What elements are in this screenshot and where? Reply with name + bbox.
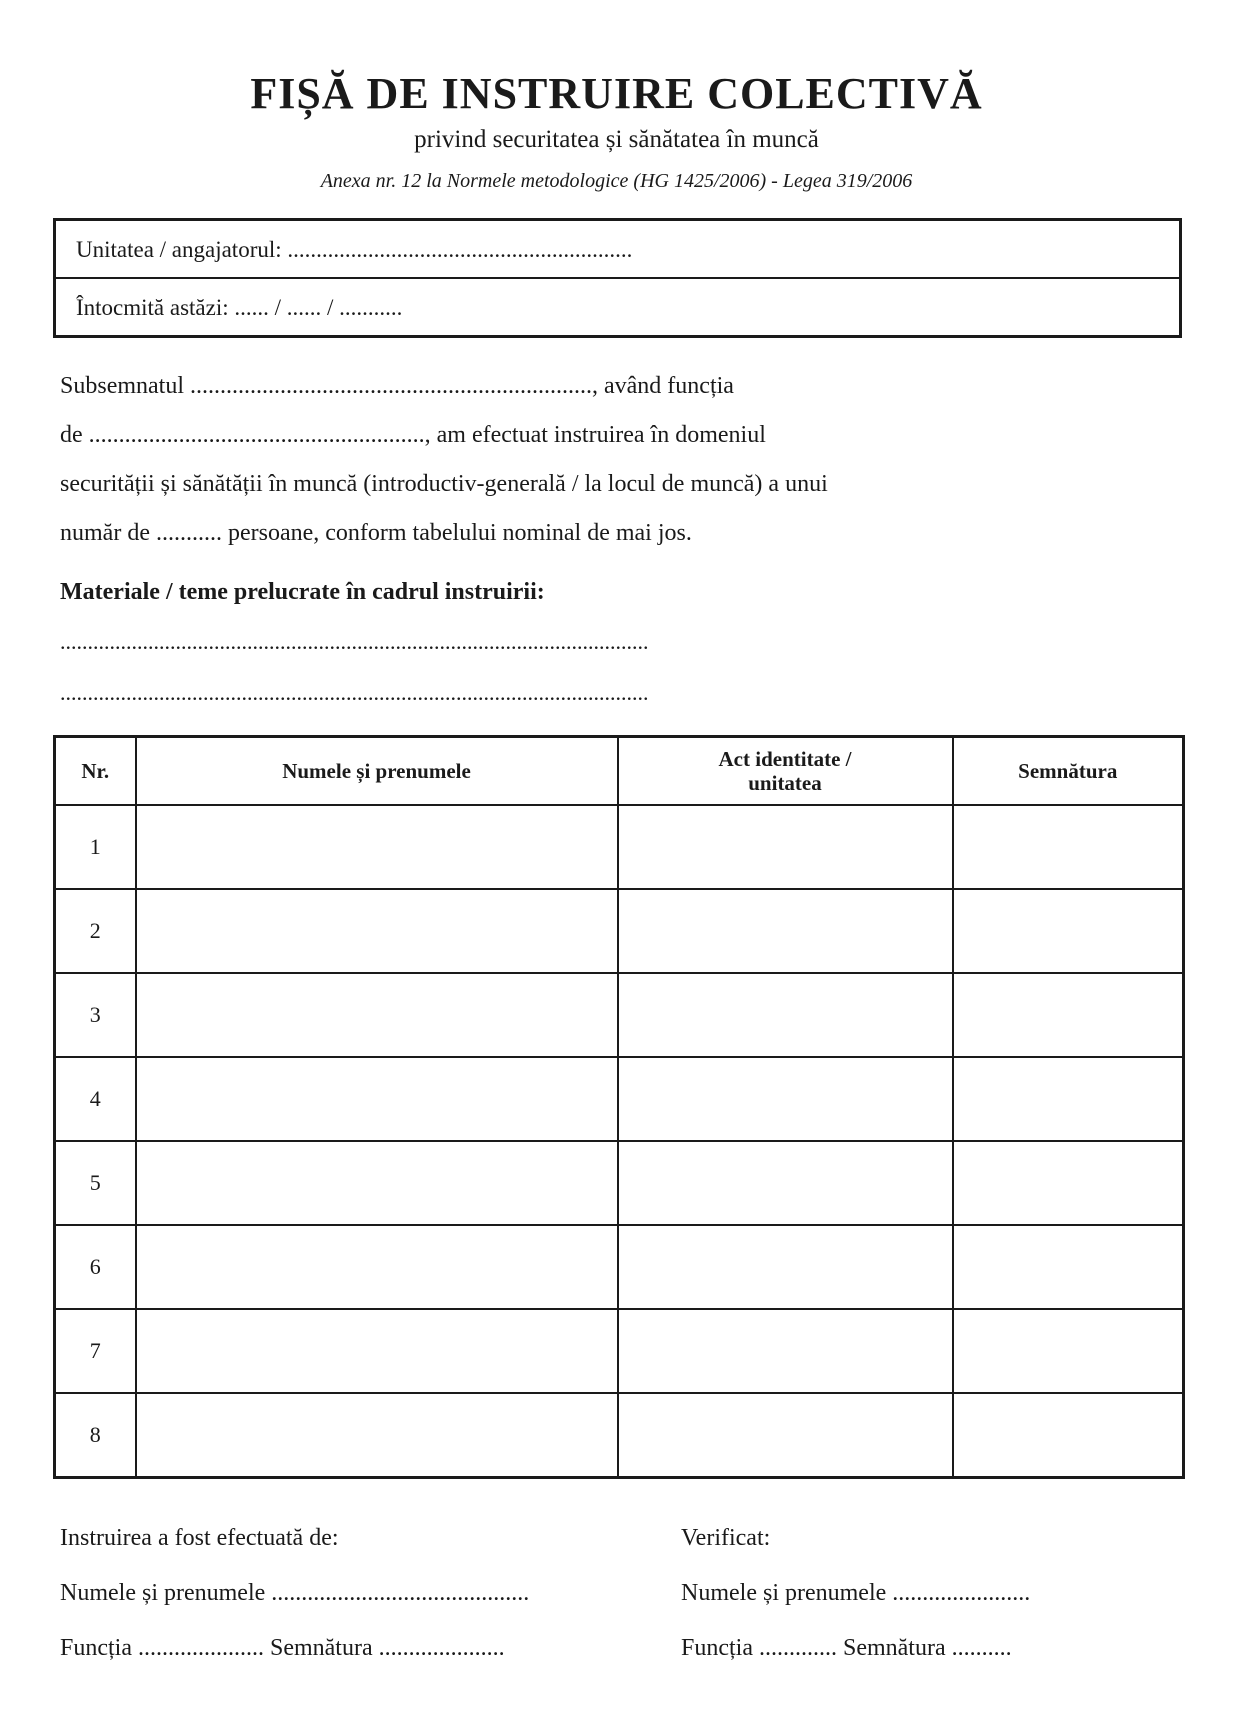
table-row <box>55 889 1184 973</box>
name-cell[interactable] <box>136 1309 618 1393</box>
table-row <box>55 973 1184 1057</box>
name-cell[interactable] <box>136 1225 618 1309</box>
signature-cell[interactable] <box>953 1141 1184 1225</box>
verifier-function-signature-field[interactable]: Funcția ............. Semnătura .......... <box>681 1635 1012 1661</box>
signature-cell[interactable] <box>953 1225 1184 1309</box>
signature-cell[interactable] <box>953 1309 1184 1393</box>
id-cell[interactable] <box>618 1057 953 1141</box>
name-cell[interactable] <box>136 805 618 889</box>
table-row <box>55 1141 1184 1225</box>
table-row <box>55 1393 1184 1478</box>
employer-field[interactable]: Unitatea / angajatorul: ............................................................ <box>56 221 1179 279</box>
name-cell[interactable] <box>136 1393 618 1478</box>
row-number: 4 <box>55 1057 136 1141</box>
trainer-heading: Instruirea a fost efectuată de: <box>60 1525 339 1551</box>
signature-cell[interactable] <box>953 973 1184 1057</box>
row-number: 6 <box>55 1225 136 1309</box>
statement-line-1: Subsemnatul ..................................................................., având funcția <box>60 373 734 399</box>
row-number: 7 <box>55 1309 136 1393</box>
id-cell[interactable] <box>618 1225 953 1309</box>
table-row <box>55 1309 1184 1393</box>
signature-cell[interactable] <box>953 805 1184 889</box>
id-cell[interactable] <box>618 1141 953 1225</box>
statement-line-4: număr de ........... persoane, conform tabelului nominal de mai jos. <box>60 520 692 546</box>
signature-cell[interactable] <box>953 1057 1184 1141</box>
page-subtitle: privind securitatea și sănătatea în muncă <box>414 126 819 153</box>
page-title: FIȘĂ DE INSTRUIRE COLECTIVĂ <box>250 69 983 118</box>
row-number: 8 <box>55 1393 136 1478</box>
id-cell[interactable] <box>618 805 953 889</box>
materials-line-1[interactable]: ........................................................................................................... <box>60 629 649 654</box>
row-number: 3 <box>55 973 136 1057</box>
id-cell[interactable] <box>618 1309 953 1393</box>
header-name: Numele și prenumele <box>136 737 618 806</box>
table-row <box>55 1225 1184 1309</box>
verifier-heading: Verificat: <box>681 1525 771 1551</box>
signature-cell[interactable] <box>953 1393 1184 1478</box>
name-cell[interactable] <box>136 1141 618 1225</box>
header-id-line-1: Act identitate / <box>718 747 852 771</box>
statement-line-2: de ........................................................, am efectuat instruirea în domeniul <box>60 422 766 448</box>
materials-line-2[interactable]: ........................................................................................................... <box>60 680 649 705</box>
table-row <box>55 805 1184 889</box>
row-number: 1 <box>55 805 136 889</box>
date-field[interactable]: Întocmită astăzi: ...... / ...... / ........... <box>76 295 403 320</box>
employer-info-box <box>53 218 1182 338</box>
name-cell[interactable] <box>136 1057 618 1141</box>
name-cell[interactable] <box>136 889 618 973</box>
verifier-name-field[interactable]: Numele și prenumele ....................... <box>681 1580 1031 1606</box>
id-cell[interactable] <box>618 889 953 973</box>
header-signature: Semnătura <box>953 737 1184 806</box>
attendance-table <box>53 735 1185 1479</box>
table-header-row <box>55 737 1184 806</box>
header-id-line-2: unitatea <box>748 771 822 795</box>
id-cell[interactable] <box>618 1393 953 1478</box>
header-id <box>618 737 953 806</box>
materials-heading: Materiale / teme prelucrate în cadrul instruirii: <box>60 579 545 605</box>
row-number: 2 <box>55 889 136 973</box>
statement-line-3: securității și sănătății în muncă (introductiv-generală / la locul de muncă) a unui <box>60 471 828 497</box>
table-row <box>55 1057 1184 1141</box>
signature-cell[interactable] <box>953 889 1184 973</box>
annex-reference: Anexa nr. 12 la Normele metodologice (HG 1425/2006) - Legea 319/2006 <box>320 170 913 192</box>
name-cell[interactable] <box>136 973 618 1057</box>
trainer-name-field[interactable]: Numele și prenumele ........................................... <box>60 1580 530 1606</box>
header-nr: Nr. <box>55 737 136 806</box>
row-number: 5 <box>55 1141 136 1225</box>
trainer-function-signature-field[interactable]: Funcția ..................... Semnătura ..................... <box>60 1635 505 1661</box>
id-cell[interactable] <box>618 973 953 1057</box>
